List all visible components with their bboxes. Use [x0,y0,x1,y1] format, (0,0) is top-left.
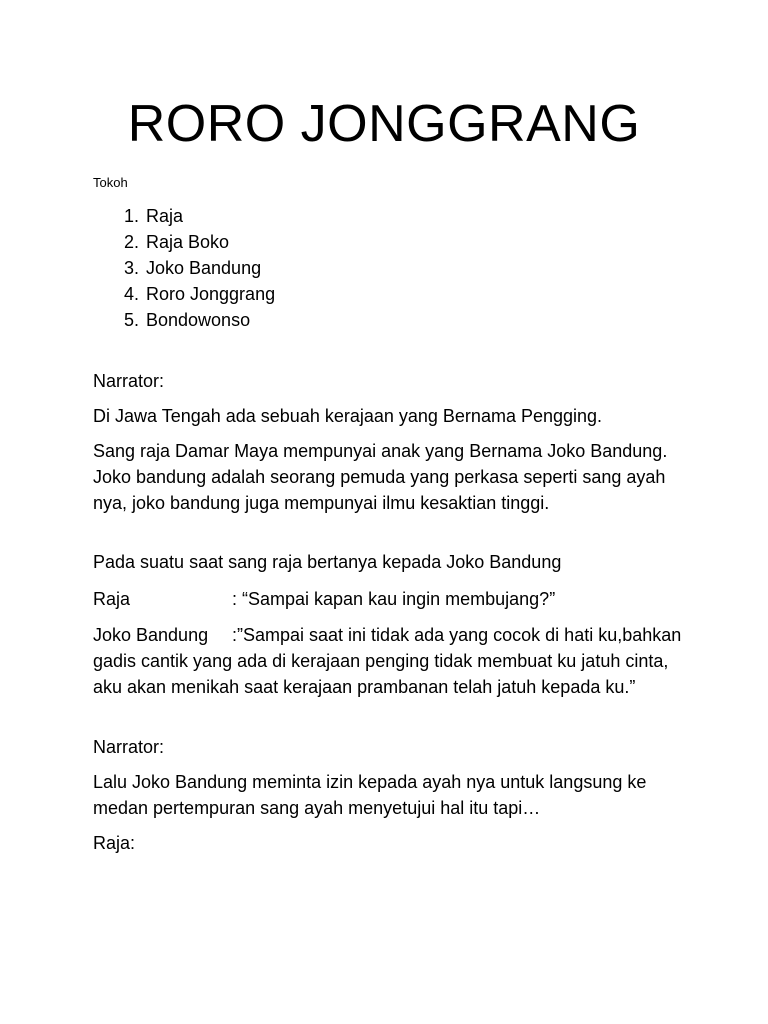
dialogue-line-joko [93,622,683,700]
character-name: Joko Bandung [146,258,262,278]
paragraph: Di Jawa Tengah ada sebuah kerajaan yang Bernama Pengging. [93,406,603,426]
section-label-tokoh: Tokoh [93,175,128,190]
paragraph: Pada suatu saat sang raja bertanya kepada Joko Bandung [93,552,562,572]
character-name: Raja [146,206,184,226]
narrator-heading: Narrator: [93,737,165,757]
narrator-heading: Narrator: [93,371,165,391]
list-number: 1. [123,206,139,226]
document-title: RORO JONGGRANG [127,95,641,153]
dialogue-line-raja [93,586,683,612]
dialogue-text: :”Sampai saat ini tidak ada yang cocok di hati ku,bahkan gadis cantik yang ada di kerajaan penging tidak membuat ku jatuh cinta, aku akan menikah saat kerajaan prambanan telah jatuh kepada ku.” [93,625,682,697]
list-item [93,203,275,229]
list-item [93,255,275,281]
character-list [93,203,275,333]
list-number: 2. [123,232,139,252]
speaker-name: Raja [93,589,131,609]
list-number: 3. [123,258,139,278]
list-number: 4. [123,284,139,304]
list-item [93,229,275,255]
list-item [93,281,275,307]
paragraph: Sang raja Damar Maya mempunyai anak yang Bernama Joko Bandung. Joko bandung adalah seorang pemuda yang perkasa seperti sang ayah nya, joko bandung juga mempunyai ilmu kesaktian tinggi. [93,441,668,513]
character-name: Raja Boko [146,232,230,252]
speaker-heading: Raja: [93,833,136,853]
character-name: Roro Jonggrang [146,284,276,304]
dialogue-text: : “Sampai kapan kau ingin membujang?” [232,589,556,609]
paragraph: Lalu Joko Bandung meminta izin kepada ayah nya untuk langsung ke medan pertempuran sang ayah menyetujui hal itu tapi… [93,772,647,818]
list-number: 5. [123,310,139,330]
list-item [93,307,275,333]
speaker-name: Joko Bandung [93,625,209,645]
character-name: Bondowonso [146,310,251,330]
